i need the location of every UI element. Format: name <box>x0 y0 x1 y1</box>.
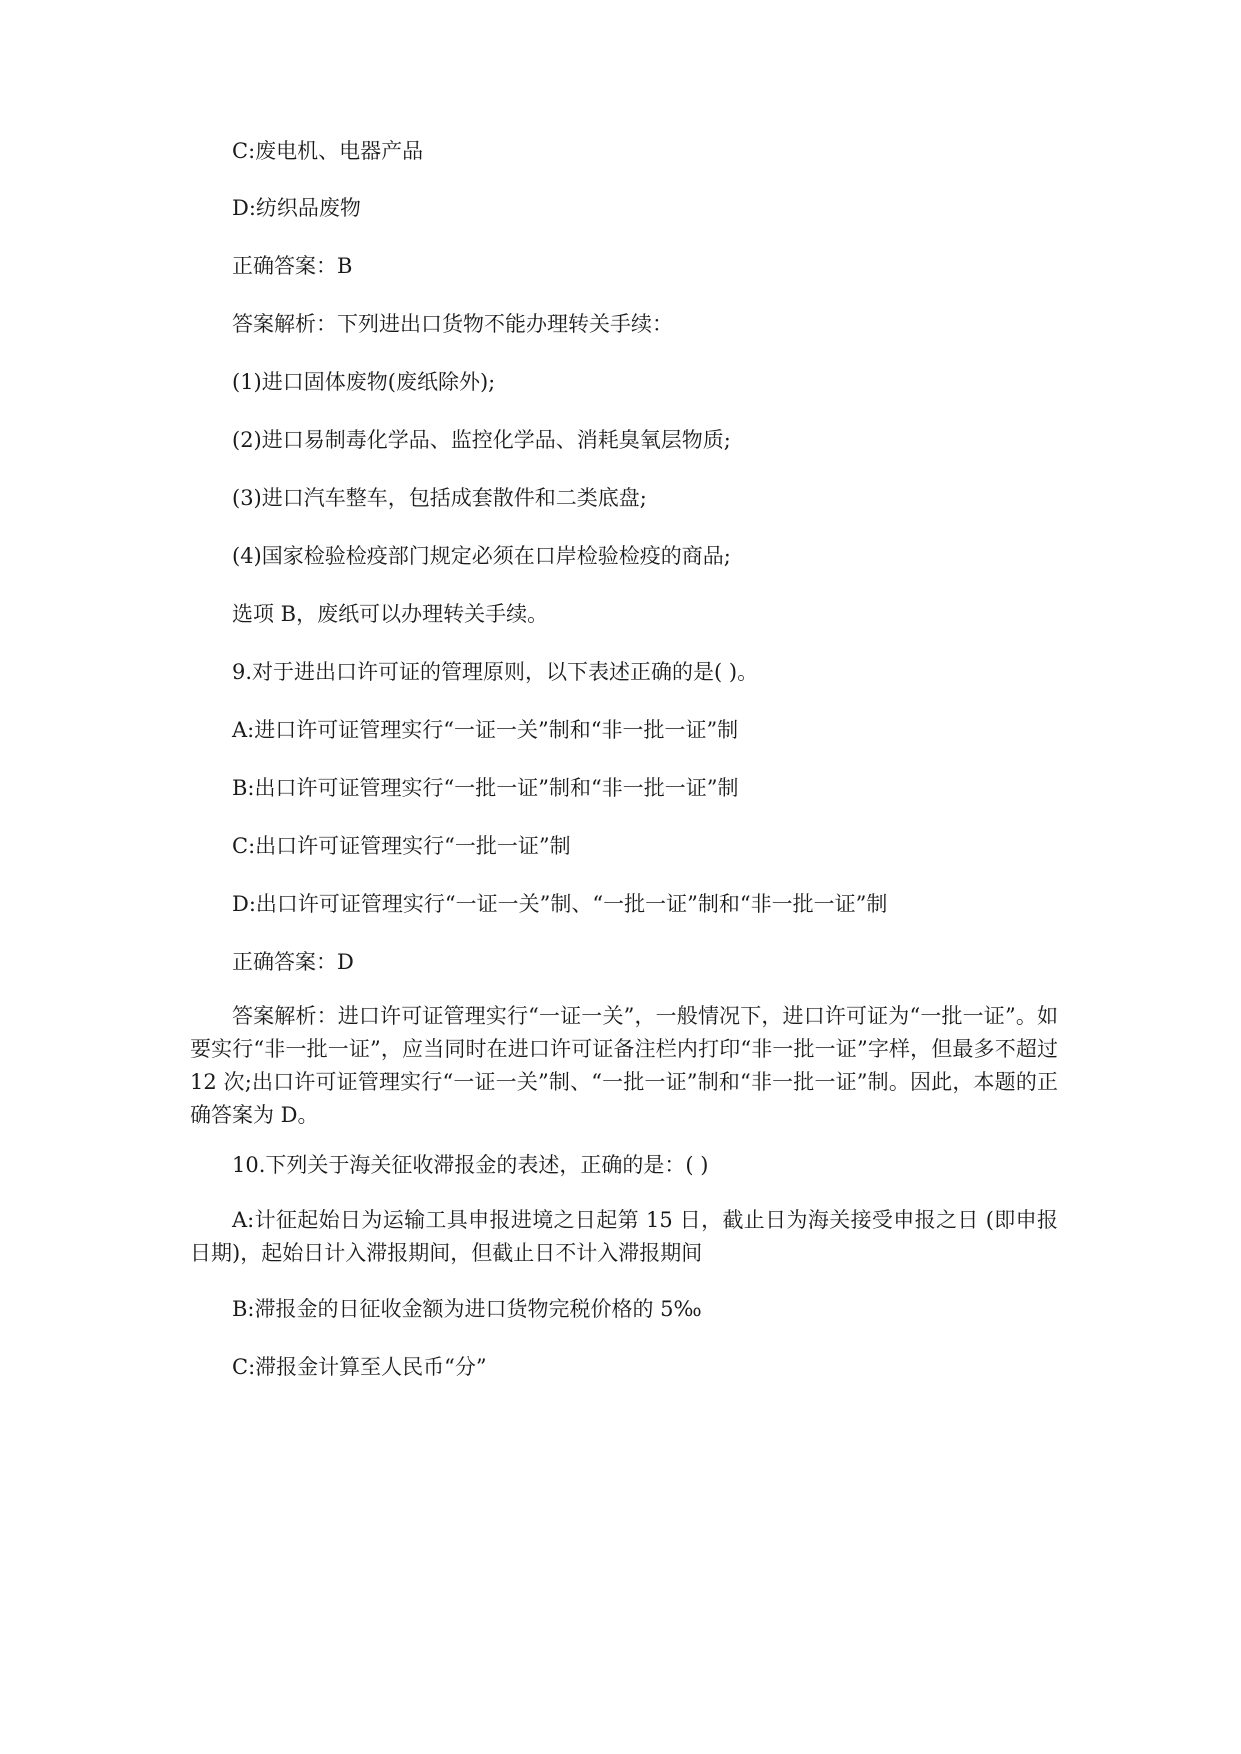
question-9-analysis-paragraph: 答案解析：进口许可证管理实行“一证一关”，一般情况下，进口许可证为“一批一证”。如要实行“非一批一证”，应当同时在进口许可证备注栏内打印“非一批一证”字样，但最多不超过 12 次;出口许可证管理实行“一证一关”制、“一批一证”制和“非一批一证”制。因此，本题的正确答案为 D。 <box>190 1004 1058 1127</box>
question-9-option-a: A:进口许可证管理实行“一证一关”制和“非一批一证”制 <box>232 718 739 742</box>
question-9-line: 9.对于进出口许可证的管理原则，以下表述正确的是( )。 <box>232 660 759 684</box>
question-10-option-b: B:滞报金的日征收金额为进口货物完税价格的 5‰ <box>232 1297 702 1321</box>
analysis-item-3: (3)进口汽车整车，包括成套散件和二类底盘; <box>232 486 647 510</box>
question-10-line: 10.下列关于海关征收滞报金的表述，正确的是：( ) <box>232 1153 709 1177</box>
correct-answer-line: 正确答案：B <box>232 254 353 278</box>
analysis-conclusion-line: 选项 B，废纸可以办理转关手续。 <box>232 602 549 626</box>
question-10-option-c: C:滞报金计算至人民币“分” <box>232 1355 487 1379</box>
question-9-option-b: B:出口许可证管理实行“一批一证”制和“非一批一证”制 <box>232 776 739 800</box>
question-10-option-a: A:计征起始日为运输工具申报进境之日起第 15 日，截止日为海关接受申报之日 (即申报日期)，起始日计入滞报期间，但截止日不计入滞报期间 <box>190 1208 1058 1265</box>
question-9-option-c: C:出口许可证管理实行“一批一证”制 <box>232 834 571 858</box>
question-9-correct-answer: 正确答案：D <box>232 950 354 974</box>
option-d-line: D:纺织品废物 <box>232 196 361 220</box>
question-9-option-d: D:出口许可证管理实行“一证一关”制、“一批一证”制和“非一批一证”制 <box>232 892 888 916</box>
analysis-item-1: (1)进口固体废物(废纸除外); <box>232 370 496 394</box>
analysis-line: 答案解析：下列进出口货物不能办理转关手续： <box>232 312 673 336</box>
analysis-item-4: (4)国家检验检疫部门规定必须在口岸检验检疫的商品; <box>232 544 731 568</box>
analysis-item-2: (2)进口易制毒化学品、监控化学品、消耗臭氧层物质; <box>232 428 731 452</box>
option-c-line: C:废电机、电器产品 <box>232 139 424 163</box>
